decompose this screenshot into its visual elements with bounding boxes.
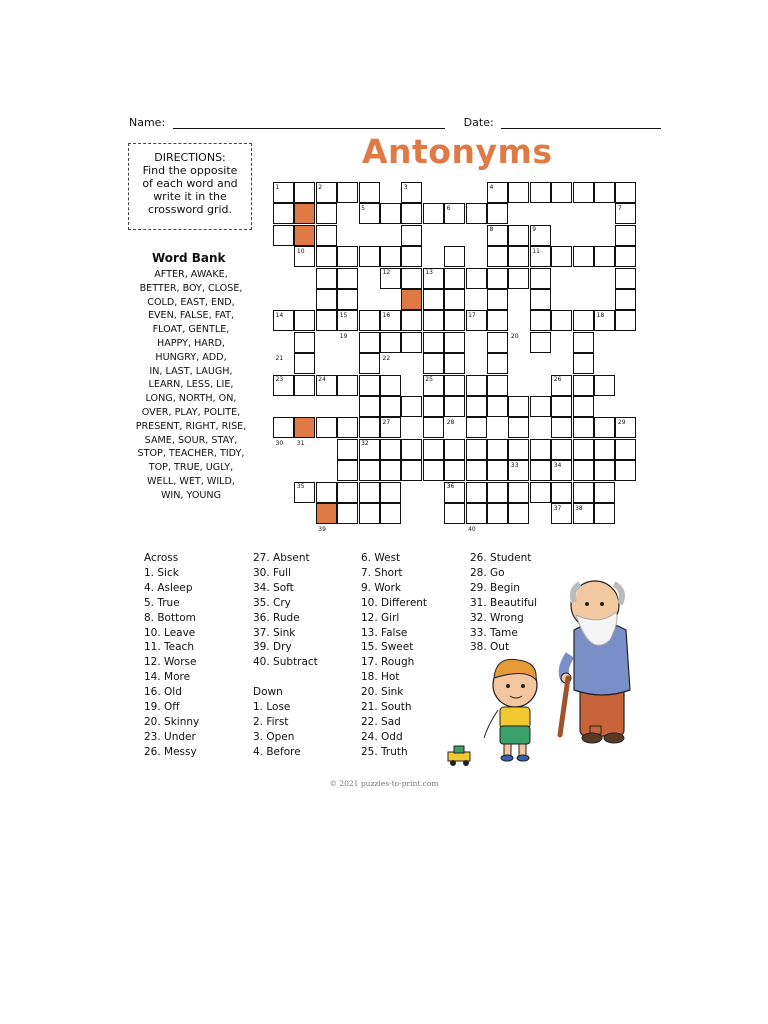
grid-cell[interactable]	[530, 268, 551, 289]
grid-cell[interactable]	[337, 289, 358, 310]
grid-clue-number: 36	[446, 483, 455, 491]
grid-cell[interactable]	[337, 417, 358, 438]
grid-cell[interactable]	[487, 503, 508, 524]
grid-cell[interactable]	[530, 310, 551, 331]
word-bank-line: OVER, PLAY, POLITE,	[141, 406, 241, 418]
clue-item: 6. West	[361, 552, 401, 564]
grid-cell[interactable]	[423, 332, 444, 353]
grid-clue-number: 16	[382, 311, 391, 319]
grid-cell[interactable]	[551, 439, 572, 460]
clue-item	[253, 670, 318, 685]
word-bank-line: PRESENT, RIGHT, RISE,	[135, 420, 247, 432]
grid-cell[interactable]	[337, 268, 358, 289]
grid-cell[interactable]	[380, 460, 401, 481]
grid-cell[interactable]	[294, 353, 315, 374]
grid-cell[interactable]	[466, 268, 487, 289]
grid-cell-shaded	[401, 289, 422, 310]
clue-item: 4. Before	[253, 745, 301, 758]
word-bank-line: HAPPY, HARD,	[157, 337, 225, 349]
clue-item: 28. Go	[470, 566, 505, 579]
grid-clue-number: 15	[339, 311, 348, 319]
clue-item: 10. Different	[361, 596, 428, 609]
grid-cell[interactable]	[337, 503, 358, 524]
grid-cell[interactable]	[273, 225, 294, 246]
grid-cell[interactable]	[316, 482, 337, 503]
grid-cell[interactable]	[573, 332, 594, 353]
grid-cell[interactable]	[359, 332, 380, 353]
grid-clue-number: 17	[468, 311, 476, 319]
grid-cell[interactable]	[487, 353, 508, 374]
grid-cell[interactable]	[508, 417, 529, 438]
grid-cell[interactable]	[401, 439, 422, 460]
grid-clue-number: 28	[446, 418, 455, 426]
clue-item: 7. Short	[361, 566, 403, 579]
clue-item: 15. Sweet	[361, 641, 414, 654]
grid-cell[interactable]	[594, 182, 615, 203]
grid-cell[interactable]	[316, 203, 337, 224]
grid-cell[interactable]	[316, 225, 337, 246]
clue-item: 21. South	[361, 701, 412, 714]
grid-cell[interactable]	[615, 225, 636, 246]
grid-clue-number: 21	[275, 354, 284, 362]
clue-item: 9. Work	[361, 581, 401, 594]
grid-cell[interactable]	[508, 482, 529, 503]
clue-item: 11. Teach	[144, 641, 194, 654]
directions-line: DIRECTIONS:	[154, 151, 226, 164]
clues-column-mixed	[253, 551, 318, 760]
clue-item: 25. Truth	[361, 745, 408, 758]
grid-clue-number: 12	[382, 269, 391, 277]
page-title: Antonyms	[362, 132, 553, 171]
grid-cell[interactable]	[551, 310, 572, 331]
grid-cell[interactable]	[401, 246, 422, 267]
grid-clue-number: 19	[339, 333, 348, 341]
grid-clue-number: 2	[318, 183, 323, 191]
grid-cell[interactable]	[487, 246, 508, 267]
grid-clue-number: 38	[575, 504, 583, 512]
grid-cell[interactable]	[316, 417, 337, 438]
grid-cell[interactable]	[573, 396, 594, 417]
grid-cell[interactable]	[444, 460, 465, 481]
grid-cell[interactable]	[294, 332, 315, 353]
grid-cell[interactable]	[444, 268, 465, 289]
clue-item: 14. More	[144, 671, 191, 684]
grid-cell[interactable]	[508, 246, 529, 267]
grid-cell[interactable]	[508, 439, 529, 460]
toy-truck-icon	[448, 746, 470, 766]
grid-cell[interactable]	[594, 503, 615, 524]
grid-cell[interactable]	[401, 268, 422, 289]
grid-clue-number: 4	[489, 183, 494, 191]
grid-clue-number: 29	[617, 418, 626, 426]
grid-cell[interactable]	[273, 203, 294, 224]
grid-clue-number: 5	[361, 204, 365, 212]
word-bank-line: STOP, TEACHER, TIDY,	[137, 448, 245, 460]
grid-cell[interactable]	[294, 182, 315, 203]
clue-item: 20. Skinny	[144, 715, 200, 728]
grid-cell[interactable]	[401, 460, 422, 481]
grid-cell[interactable]	[316, 310, 337, 331]
grid-clue-number: 6	[446, 204, 451, 212]
grid-cell[interactable]	[573, 353, 594, 374]
grid-cell[interactable]	[380, 439, 401, 460]
grid-cell[interactable]	[444, 246, 465, 267]
grid-clue-number: 40	[468, 525, 476, 533]
clue-item: 22. Sad	[361, 715, 401, 728]
grid-cell[interactable]	[380, 375, 401, 396]
grid-cell[interactable]	[530, 396, 551, 417]
word-bank-line: WIN, YOUNG	[160, 489, 222, 501]
grid-clue-number: 1	[275, 183, 280, 191]
grid-cell[interactable]	[423, 439, 444, 460]
grid-clue-number: 11	[532, 247, 540, 255]
directions-line: write it in the	[153, 190, 227, 203]
grid-clue-number: 35	[296, 483, 305, 491]
clue-item: 32. Wrong	[470, 611, 524, 624]
grid-cell-shaded	[294, 203, 315, 224]
grid-cell[interactable]	[573, 246, 594, 267]
grid-cell[interactable]	[530, 460, 551, 481]
copyright-notice: © 2021 puzzles-to-print.com	[329, 779, 439, 788]
grid-cell-shaded	[294, 417, 315, 438]
boy-figure	[484, 659, 537, 761]
grid-clue-number: 13	[425, 269, 433, 277]
word-bank-line: SAME, SOUR, STAY,	[144, 434, 238, 446]
grid-cell[interactable]	[423, 310, 444, 331]
grid-cell[interactable]	[615, 460, 636, 481]
clue-item: 24. Odd	[361, 730, 403, 743]
grid-clue-number: 32	[361, 440, 369, 448]
grid-cell[interactable]	[551, 417, 572, 438]
grid-clue-number: 33	[510, 461, 519, 469]
grid-cell[interactable]	[487, 439, 508, 460]
grid-clue-number: 39	[318, 525, 326, 533]
clue-item: 2. First	[253, 715, 289, 728]
grid-cell[interactable]	[444, 310, 465, 331]
clue-item: 26. Student	[470, 552, 532, 564]
clue-item: 5. True	[144, 596, 180, 609]
grid-clue-number: 14	[275, 311, 284, 319]
grid-cell[interactable]	[316, 246, 337, 267]
grid-cell[interactable]	[530, 182, 551, 203]
clue-item: 16. Old	[144, 686, 182, 699]
word-bank-line: LEARN, LESS, LIE,	[148, 379, 234, 391]
grid-cell[interactable]	[551, 182, 572, 203]
grid-cell[interactable]	[423, 289, 444, 310]
directions-line: Find the opposite	[142, 164, 238, 177]
grid-cell[interactable]	[380, 332, 401, 353]
clue-item: 29. Begin	[470, 581, 520, 594]
date-label: Date:	[463, 116, 494, 129]
clue-item: 37. Sink	[253, 626, 296, 639]
grid-cell[interactable]	[466, 396, 487, 417]
clue-item: 33. Tame	[470, 626, 518, 639]
grid-cell[interactable]	[359, 375, 380, 396]
grid-cell[interactable]	[530, 482, 551, 503]
clue-item: 34. Soft	[253, 581, 294, 594]
word-bank-line: TOP, TRUE, UGLY,	[148, 462, 234, 474]
grid-cell[interactable]	[423, 460, 444, 481]
grid-cell[interactable]	[615, 182, 636, 203]
grid-cell[interactable]	[337, 482, 358, 503]
grid-cell[interactable]	[359, 182, 380, 203]
grid-cell[interactable]	[508, 503, 529, 524]
grid-cell[interactable]	[316, 268, 337, 289]
grid-cell[interactable]	[294, 310, 315, 331]
grid-cell[interactable]	[573, 375, 594, 396]
grid-cell[interactable]	[594, 417, 615, 438]
grid-cell[interactable]	[487, 310, 508, 331]
grid-cell[interactable]	[487, 482, 508, 503]
grid-cell[interactable]	[487, 460, 508, 481]
grid-cell[interactable]	[380, 396, 401, 417]
grid-cell[interactable]	[423, 396, 444, 417]
grid-cell[interactable]	[573, 310, 594, 331]
grid-clue-number: 8	[489, 226, 494, 234]
grid-cell[interactable]	[337, 439, 358, 460]
grid-cell[interactable]	[401, 396, 422, 417]
grid-clue-number: 9	[532, 226, 537, 234]
grid-cell[interactable]	[444, 375, 465, 396]
clue-item: 3. Open	[253, 730, 295, 743]
grid-cell[interactable]	[444, 396, 465, 417]
grandfather-figure	[560, 581, 630, 743]
clue-item: 12. Worse	[144, 656, 197, 669]
grid-cell[interactable]	[487, 268, 508, 289]
grid-cell[interactable]	[530, 439, 551, 460]
grid-cell[interactable]	[401, 310, 422, 331]
grid-cell[interactable]	[594, 246, 615, 267]
grid-cell[interactable]	[551, 482, 572, 503]
grid-cell[interactable]	[487, 375, 508, 396]
directions-line: crossword grid.	[147, 203, 233, 216]
word-bank-line: COLD, EAST, END,	[147, 296, 235, 308]
clue-item: 39. Dry	[253, 641, 292, 654]
grid-cell[interactable]	[508, 268, 529, 289]
grid-cell[interactable]	[487, 396, 508, 417]
grid-cell-shaded	[316, 503, 337, 524]
grid-cell-shaded	[294, 225, 315, 246]
clue-section-heading: Across	[144, 552, 179, 564]
grid-cell[interactable]	[337, 460, 358, 481]
grid-cell[interactable]	[487, 332, 508, 353]
name-label: Name:	[129, 116, 166, 129]
grid-cell[interactable]	[423, 203, 444, 224]
word-bank-title: Word Bank	[152, 251, 226, 265]
grid-cell[interactable]	[380, 482, 401, 503]
grid-cell[interactable]	[359, 396, 380, 417]
grid-cell[interactable]	[594, 375, 615, 396]
word-bank-line: WELL, WET, WILD,	[147, 475, 235, 487]
word-bank-line: FLOAT, GENTLE,	[152, 324, 230, 336]
grid-cell[interactable]	[337, 375, 358, 396]
clue-item: 31. Beautiful	[470, 596, 538, 609]
grid-cell[interactable]	[466, 375, 487, 396]
grid-cell[interactable]	[551, 396, 572, 417]
word-bank-line: AFTER, AWAKE,	[154, 269, 228, 280]
grid-cell[interactable]	[401, 225, 422, 246]
grid-cell[interactable]	[359, 353, 380, 374]
grid-clue-number: 23	[275, 376, 284, 384]
grid-cell[interactable]	[615, 289, 636, 310]
clue-item: 30. Full	[253, 566, 291, 579]
grid-clue-number: 31	[296, 440, 305, 448]
grid-cell[interactable]	[466, 203, 487, 224]
clue-item: 20. Sink	[361, 686, 404, 699]
grid-cell[interactable]	[573, 460, 594, 481]
grid-cell[interactable]	[380, 203, 401, 224]
word-bank-line: EVEN, FALSE, FAT,	[147, 310, 235, 322]
clue-item: 1. Sick	[144, 566, 179, 579]
word-bank-line: IN, LAST, LAUGH,	[149, 365, 233, 377]
clue-item: 40. Subtract	[253, 656, 318, 669]
grid-cell[interactable]	[615, 310, 636, 331]
grid-cell[interactable]	[359, 246, 380, 267]
grid-cell[interactable]	[573, 439, 594, 460]
grid-cell[interactable]	[594, 439, 615, 460]
grid-cell[interactable]	[423, 417, 444, 438]
grid-cell[interactable]	[466, 460, 487, 481]
grid-clue-number: 22	[382, 354, 391, 362]
grid-cell[interactable]	[466, 503, 487, 524]
word-bank-line: LONG, NORTH, ON,	[145, 393, 237, 405]
grid-cell[interactable]	[444, 289, 465, 310]
grid-cell[interactable]	[337, 246, 358, 267]
grid-clue-number: 30	[275, 440, 284, 448]
clue-item: 13. False	[361, 626, 408, 639]
grid-clue-number: 3	[403, 183, 408, 191]
clue-item: 8. Bottom	[144, 611, 196, 624]
grid-cell[interactable]	[508, 225, 529, 246]
grid-cell[interactable]	[359, 310, 380, 331]
grid-clue-number: 20	[510, 333, 519, 341]
grid-cell[interactable]	[594, 460, 615, 481]
grid-cell[interactable]	[508, 396, 529, 417]
clue-item: 1. Lose	[253, 701, 291, 714]
grid-clue-number: 7	[617, 204, 622, 212]
grid-cell[interactable]	[615, 246, 636, 267]
grid-cell[interactable]	[316, 289, 337, 310]
grid-clue-number: 27	[382, 418, 391, 426]
grid-cell[interactable]	[487, 289, 508, 310]
grid-cell[interactable]	[444, 353, 465, 374]
grid-cell[interactable]	[294, 375, 315, 396]
grid-cell[interactable]	[615, 439, 636, 460]
grid-clue-number: 37	[553, 504, 562, 512]
grid-cell[interactable]	[466, 439, 487, 460]
grid-cell[interactable]	[359, 503, 380, 524]
clues-column-across	[144, 551, 199, 760]
grid-cell[interactable]	[444, 332, 465, 353]
clue-item: 23. Under	[144, 730, 196, 743]
grid-cell[interactable]	[573, 417, 594, 438]
grid-cell[interactable]	[380, 503, 401, 524]
clue-item: 26. Messy	[144, 745, 197, 758]
grid-cell[interactable]	[615, 268, 636, 289]
clue-item: 17. Rough	[361, 656, 415, 669]
clue-section-heading: Down	[253, 686, 283, 699]
grid-clue-number: 25	[425, 376, 433, 384]
clues-column-down	[361, 551, 427, 760]
grid-cell[interactable]	[359, 460, 380, 481]
word-bank-line: HUNGRY, ADD,	[155, 351, 227, 363]
grid-cell[interactable]	[573, 482, 594, 503]
grid-cell[interactable]	[423, 353, 444, 374]
grid-cell[interactable]	[530, 332, 551, 353]
directions-line: of each word and	[142, 177, 238, 190]
grid-cell[interactable]	[508, 182, 529, 203]
clue-item: 38. Out	[470, 641, 510, 654]
grid-cell[interactable]	[551, 246, 572, 267]
grid-clue-number: 10	[296, 247, 305, 255]
clue-item: 19. Off	[144, 701, 180, 714]
grid-cell[interactable]	[444, 439, 465, 460]
grid-cell[interactable]	[487, 203, 508, 224]
grid-cell[interactable]	[380, 246, 401, 267]
grid-cell[interactable]	[359, 482, 380, 503]
clue-item: 27. Absent	[253, 552, 310, 564]
grid-cell[interactable]	[401, 332, 422, 353]
clue-item: 10. Leave	[144, 626, 196, 639]
grid-cell[interactable]	[594, 482, 615, 503]
grid-clue-number: 34	[553, 461, 562, 469]
grid-cell[interactable]	[444, 503, 465, 524]
grid-clue-number: 26	[553, 376, 562, 384]
clue-item: 18. Hot	[361, 671, 400, 684]
grid-cell[interactable]	[359, 417, 380, 438]
grid-cell[interactable]	[573, 182, 594, 203]
grid-cell[interactable]	[273, 417, 294, 438]
clue-item: 35. Cry	[253, 596, 291, 609]
grid-cell[interactable]	[466, 417, 487, 438]
grandfather-and-boy-illustration	[440, 560, 640, 775]
grid-cell[interactable]	[401, 203, 422, 224]
grid-clue-number: 24	[318, 376, 326, 384]
grid-cell[interactable]	[337, 182, 358, 203]
grid-cell[interactable]	[530, 289, 551, 310]
word-bank-line: BETTER, BOY, CLOSE,	[139, 282, 243, 294]
grid-cell[interactable]	[466, 482, 487, 503]
clue-item: 12. Girl	[361, 611, 400, 624]
clue-item: 36. Rude	[253, 611, 300, 624]
grid-clue-number: 18	[596, 311, 605, 319]
clue-item: 4. Asleep	[144, 581, 193, 594]
